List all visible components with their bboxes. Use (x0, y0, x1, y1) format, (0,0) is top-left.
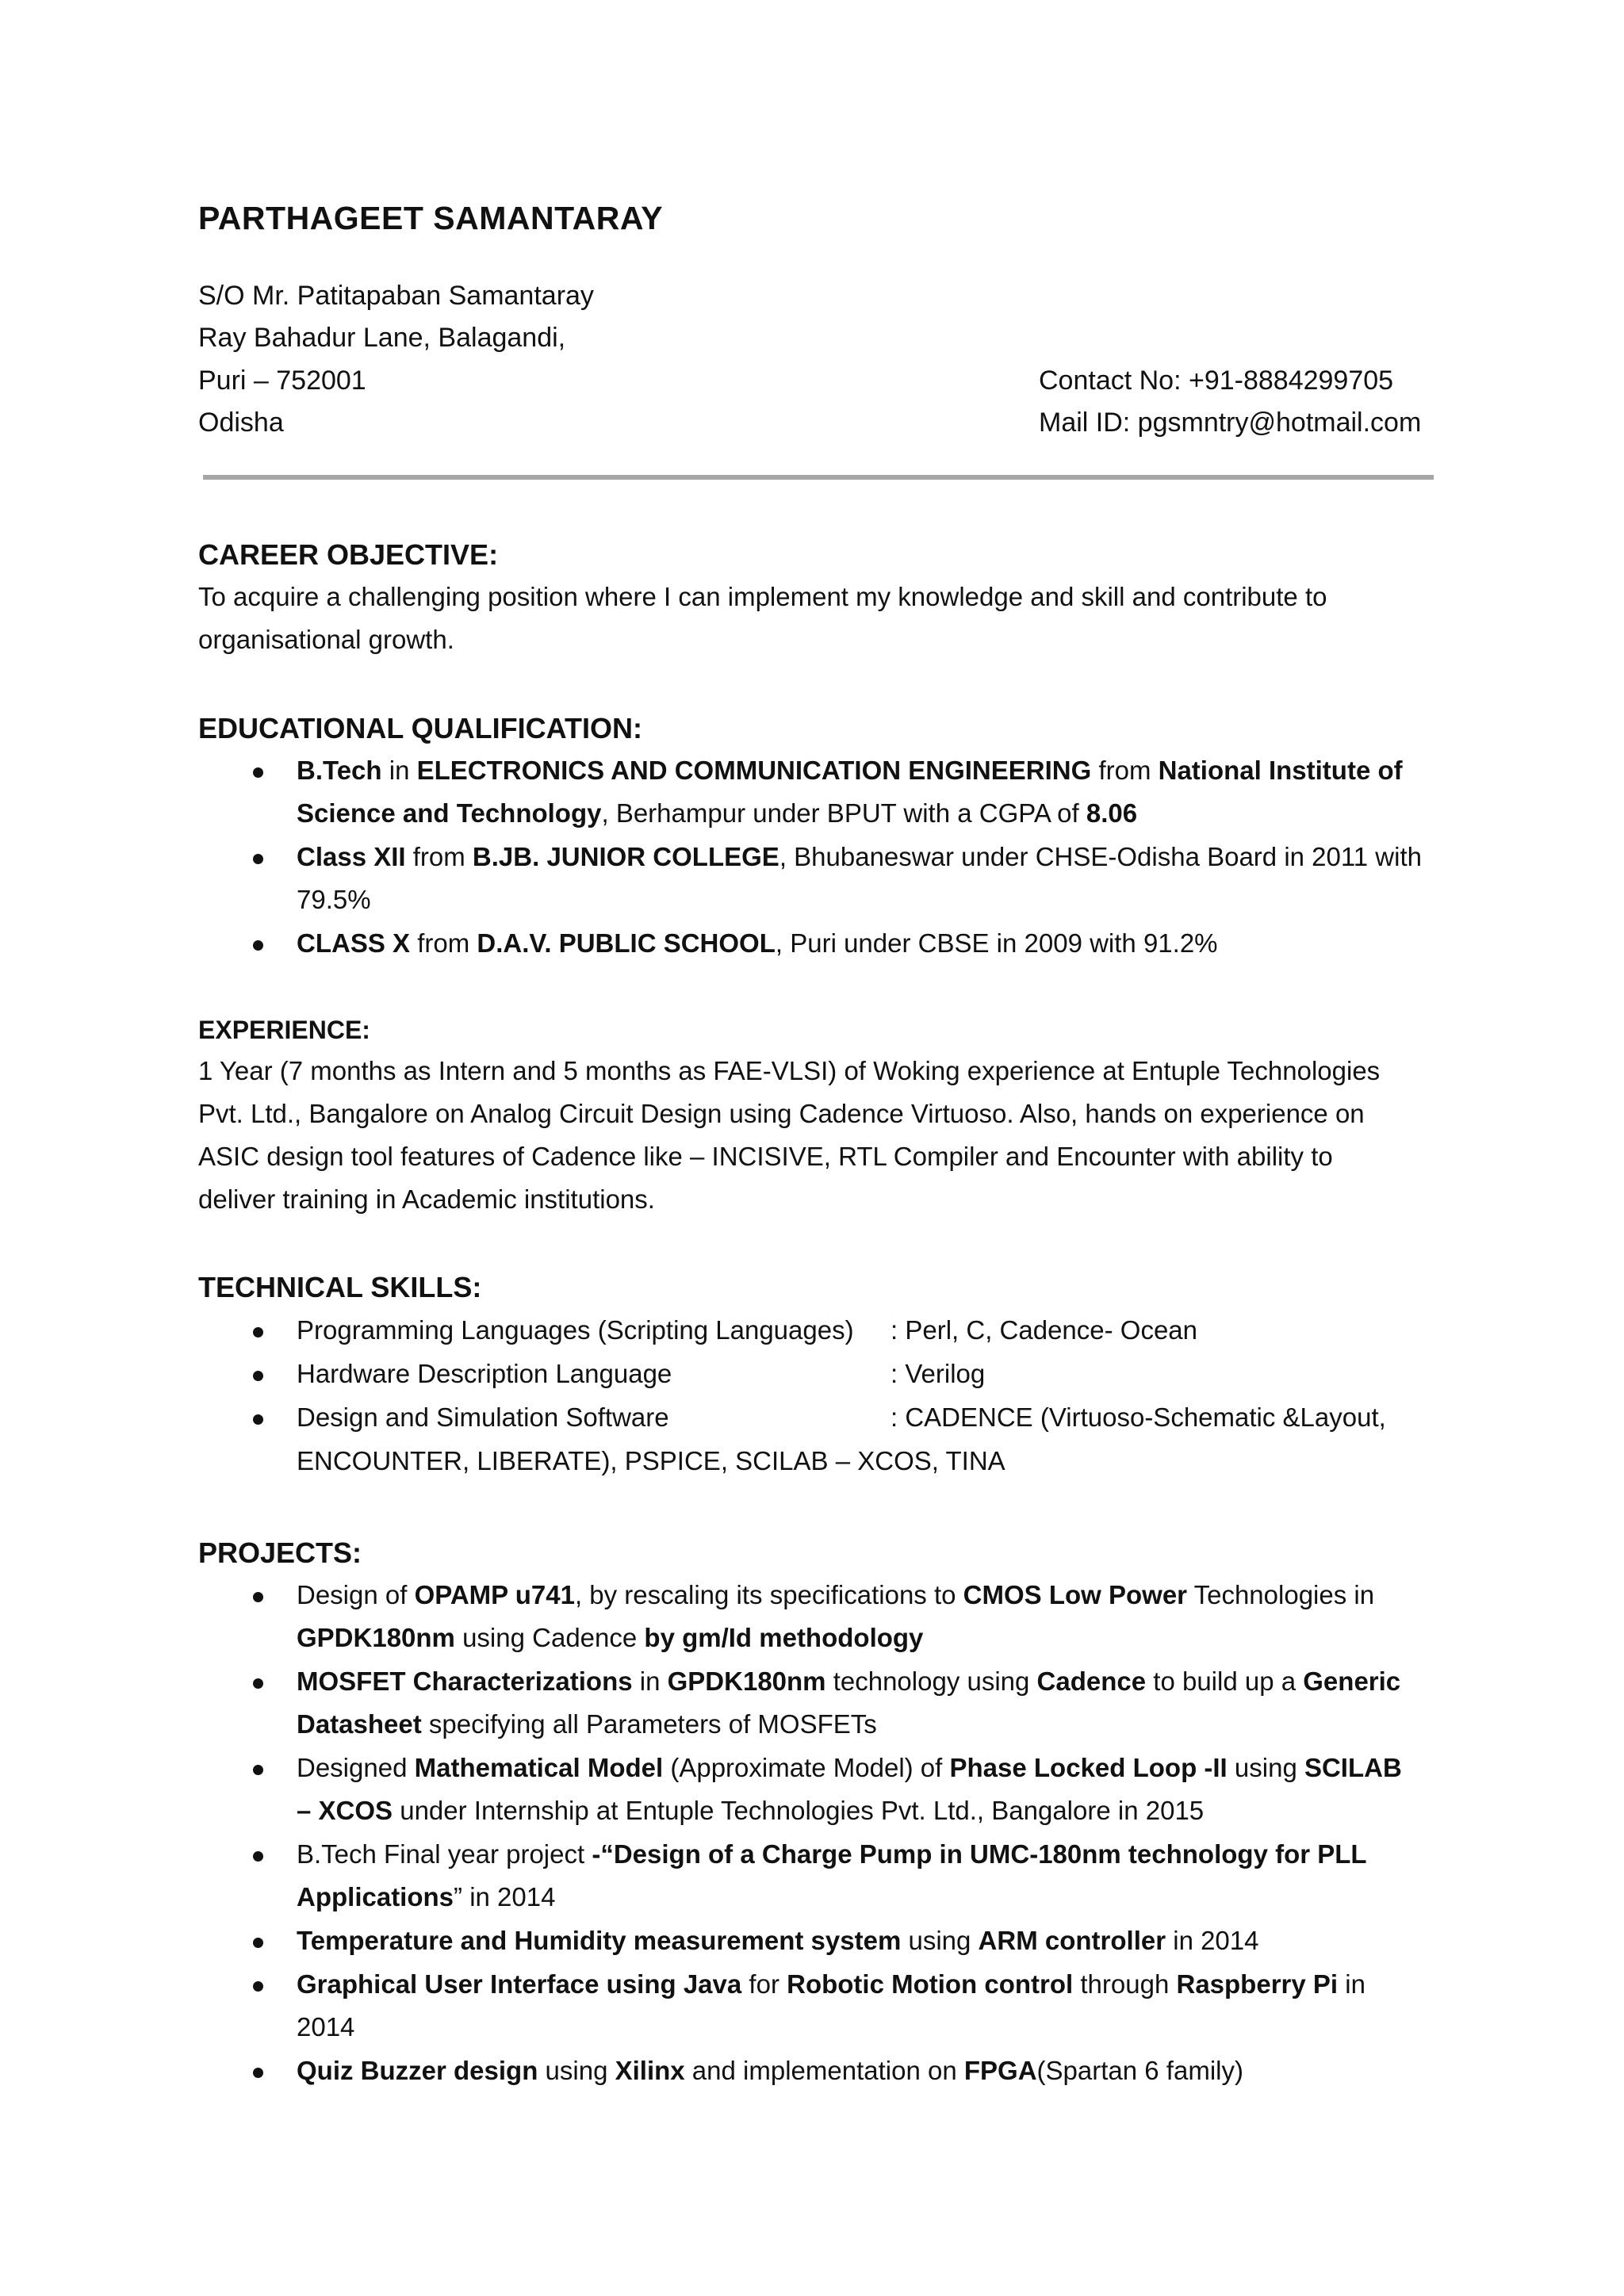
bold-text-run: CLASS X (297, 928, 411, 958)
address-line-1: S/O Mr. Patitapaban Samantaray (198, 281, 594, 311)
text-run: in 2014 (1166, 1926, 1259, 1955)
project-item-6-line-1 (297, 1969, 1365, 1999)
bullet-icon (253, 1851, 263, 1862)
education-heading: EDUCATIONAL QUALIFICATION: (198, 712, 642, 744)
project-item-5-line-1 (297, 1926, 1259, 1956)
text-run: using (1227, 1753, 1304, 1782)
education-item-2-line-1 (297, 842, 1422, 872)
address-line-4: Odisha (198, 408, 284, 438)
career-objective-line-1: To acquire a challenging position where I can implement my knowledge and skill and contribute to (198, 582, 1327, 611)
project-item-3-line-1 (297, 1753, 1402, 1783)
skill-value: : Verilog (891, 1359, 986, 1388)
text-run: to build up a (1146, 1667, 1304, 1696)
candidate-name: PARTHAGEET SAMANTARAY (198, 200, 664, 236)
text-run: Design of (297, 1580, 415, 1609)
bold-text-run: Generic (1303, 1667, 1401, 1696)
project-item-4-line-2 (297, 1882, 555, 1912)
text-run: from (410, 928, 477, 958)
bold-text-run: by gm/Id methodology (644, 1623, 924, 1652)
text-run: 2014 (297, 2012, 355, 2042)
bullet-icon (253, 940, 263, 951)
bold-text-run: – XCOS (297, 1796, 393, 1825)
project-item-2-line-1 (297, 1667, 1400, 1697)
bullet-icon (253, 854, 263, 864)
text-run: B.Tech Final year project (297, 1839, 592, 1869)
experience-line-2: Pvt. Ltd., Bangalore on Analog Circuit Design using Cadence Virtuoso. Also, hands on experience on (198, 1099, 1365, 1128)
bullet-icon (253, 1765, 263, 1775)
bold-text-run: National Institute of (1158, 756, 1403, 785)
technical-skills-heading: TECHNICAL SKILLS: (198, 1271, 482, 1303)
skill-label: Programming Languages (Scripting Languages) (297, 1315, 854, 1345)
skill-continuation: ENCOUNTER, LIBERATE), PSPICE, SCILAB – XCOS, TINA (297, 1446, 1005, 1475)
bold-text-run: GPDK180nm (667, 1667, 826, 1696)
bullet-icon (253, 1414, 263, 1425)
text-run: using Cadence (454, 1623, 645, 1652)
experience-line-4: deliver training in Academic institutions. (198, 1184, 655, 1214)
bold-text-run: 8.06 (1086, 798, 1138, 828)
bold-text-run: Xilinx (615, 2056, 685, 2085)
education-item-3-line-1 (297, 928, 1218, 959)
education-item-2-line-2 (297, 885, 371, 915)
bold-text-run: Temperature and Humidity measurement system (297, 1926, 902, 1955)
bold-text-run: GPDK180nm (297, 1623, 455, 1652)
skill-value: : CADENCE (Virtuoso-Schematic &Layout, (891, 1402, 1386, 1432)
text-run: in (381, 756, 417, 785)
text-run: through (1073, 1969, 1177, 1999)
bold-text-run: Phase Locked Loop -II (949, 1753, 1228, 1782)
bold-text-run: Raspberry Pi (1176, 1969, 1339, 1999)
bold-text-run: Cadence (1036, 1667, 1147, 1696)
project-item-3-line-2 (297, 1796, 1204, 1826)
text-run: using (538, 2056, 615, 2085)
bold-text-run: CMOS Low Power (963, 1580, 1188, 1609)
education-item-1-line-2 (297, 798, 1137, 828)
text-run: in (1338, 1969, 1365, 1999)
text-run: , by rescaling its specifications to (574, 1580, 963, 1609)
bold-text-run: B.JB. JUNIOR COLLEGE (472, 842, 779, 871)
project-item-7-line-1 (297, 2056, 1243, 2086)
bullet-icon (253, 767, 263, 778)
bold-text-run: Class XII (297, 842, 406, 871)
text-run: , Berhampur under BPUT with a CGPA of (601, 798, 1086, 828)
projects-heading: PROJECTS: (198, 1536, 362, 1569)
project-item-4-line-1 (297, 1839, 1367, 1869)
contact-mail: Mail ID: pgsmntry@hotmail.com (1039, 408, 1422, 438)
text-run: from (405, 842, 473, 871)
bold-text-run: B.Tech (297, 756, 382, 785)
text-run: Technologies in (1187, 1580, 1375, 1609)
skill-value: : Perl, C, Cadence- Ocean (891, 1315, 1198, 1345)
bold-text-run: OPAMP u741 (414, 1580, 575, 1609)
address-line-3: Puri – 752001 (198, 365, 366, 396)
bold-text-run: Datasheet (297, 1709, 422, 1739)
text-run: 79.5% (297, 885, 371, 914)
project-item-2-line-2 (297, 1709, 877, 1739)
bold-text-run: Quiz Buzzer design (297, 2056, 538, 2085)
bold-text-run: Science and Technology (297, 798, 602, 828)
bullet-icon (253, 1678, 263, 1689)
text-run: , Puri under CBSE in 2009 with 91.2% (775, 928, 1218, 958)
bold-text-run: Mathematical Model (414, 1753, 664, 1782)
bold-text-run: MOSFET Characterizations (297, 1667, 633, 1696)
bullet-icon (253, 2068, 263, 2078)
bullet-icon (253, 1938, 263, 1948)
text-run: technology using (825, 1667, 1037, 1696)
text-run: using (901, 1926, 979, 1955)
bullet-icon (253, 1371, 263, 1381)
skill-label: Design and Simulation Software (297, 1402, 669, 1432)
experience-line-3: ASIC design tool features of Cadence like – INCISIVE, RTL Compiler and Encounter with ability to (198, 1142, 1333, 1171)
project-item-1-line-2 (297, 1623, 923, 1653)
bold-text-run: ELECTRONICS AND COMMUNICATION ENGINEERING (416, 756, 1092, 785)
bullet-icon (253, 1327, 263, 1337)
education-item-1-line-1 (297, 756, 1403, 786)
bullet-icon (253, 1981, 263, 1992)
text-run: (Spartan 6 family) (1036, 2056, 1243, 2085)
text-run: for (741, 1969, 787, 1999)
text-run: Designed (297, 1753, 415, 1782)
text-run: , Bhubaneswar under CHSE-Odisha Board in 2011 with (779, 842, 1422, 871)
text-run: specifying all Parameters of MOSFETs (421, 1709, 877, 1739)
text-run: in (632, 1667, 668, 1696)
text-run: under Internship at Entuple Technologies Pvt. Ltd., Bangalore in 2015 (393, 1796, 1205, 1825)
experience-heading: EXPERIENCE: (198, 1016, 370, 1044)
bullet-icon (253, 1592, 263, 1602)
project-item-6-line-2 (297, 2012, 354, 2042)
bold-text-run: Robotic Motion control (787, 1969, 1074, 1999)
project-item-1-line-1 (297, 1580, 1374, 1610)
text-run: from (1091, 756, 1159, 785)
skill-label: Hardware Description Language (297, 1359, 672, 1388)
bold-text-run: Graphical User Interface using Java (297, 1969, 742, 1999)
bold-text-run: D.A.V. PUBLIC SCHOOL (477, 928, 776, 958)
text-run: ” in 2014 (454, 1882, 556, 1911)
bold-text-run: Applications (297, 1882, 454, 1911)
experience-line-1: 1 Year (7 months as Intern and 5 months as FAE-VLSI) of Woking experience at Entuple Technologies (198, 1056, 1381, 1085)
bold-text-run: -“Design of a Charge Pump in UMC-180nm technology for PLL (592, 1839, 1367, 1869)
address-line-2: Ray Bahadur Lane, Balagandi, (198, 323, 566, 353)
contact-phone: Contact No: +91-8884299705 (1039, 365, 1394, 396)
bold-text-run: ARM controller (978, 1926, 1166, 1955)
career-objective-heading: CAREER OBJECTIVE: (198, 538, 499, 571)
text-run: and implementation on (684, 2056, 964, 2085)
text-run: (Approximate Model) of (663, 1753, 950, 1782)
header-divider (203, 475, 1434, 480)
career-objective-line-2: organisational growth. (198, 625, 454, 654)
bold-text-run: FPGA (963, 2056, 1037, 2085)
bold-text-run: SCILAB (1304, 1753, 1402, 1782)
